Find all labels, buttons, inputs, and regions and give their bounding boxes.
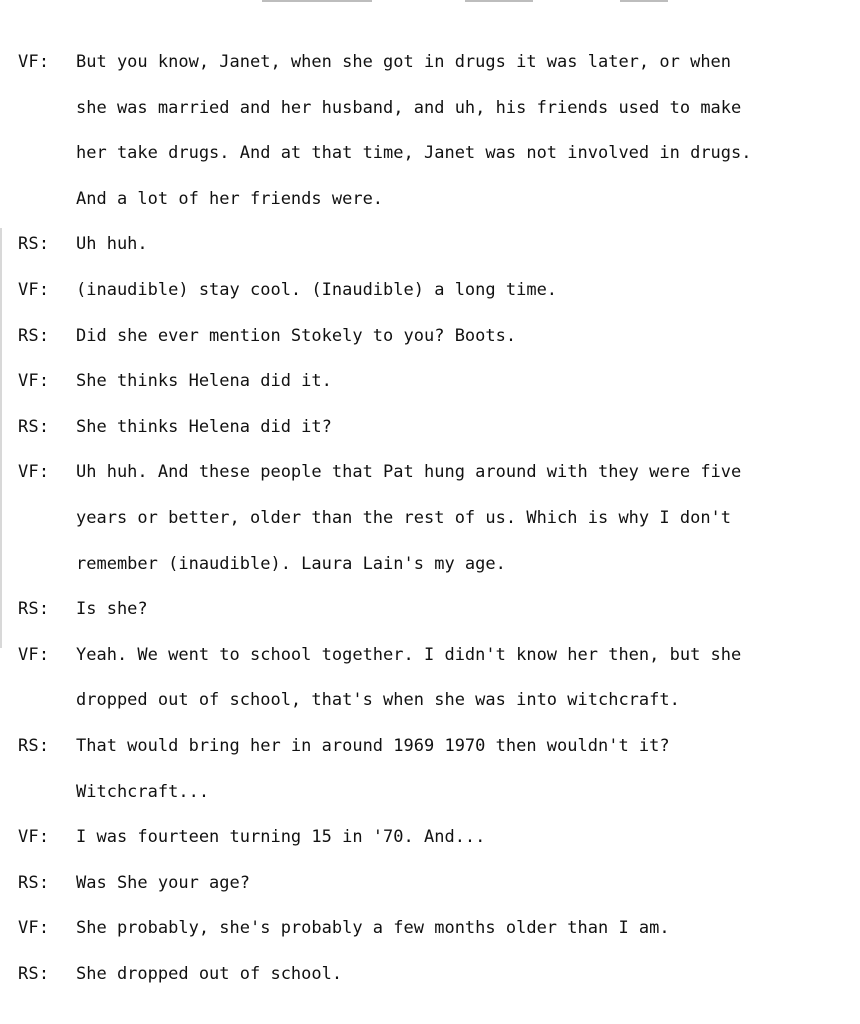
utterance: [76, 268, 848, 314]
speaker-label: VF:: [18, 827, 50, 848]
dialogue-turn: [18, 724, 848, 815]
dialogue-turn: [18, 861, 848, 907]
top-rule: [620, 0, 668, 2]
utterance: [76, 815, 848, 861]
utterance: [76, 861, 848, 907]
speaker-label: RS:: [18, 963, 50, 984]
utterance: [76, 906, 848, 952]
utterance-line: That would bring her in around 1969 1970 then wouldn't it?: [76, 735, 670, 756]
dialogue-turn: [18, 222, 848, 268]
utterance-line: years or better, older than the rest of us. Which is why I don't: [76, 507, 732, 528]
dialogue-turn: [18, 952, 848, 998]
utterance-line: I was fourteen turning 15 in '70. And...: [76, 827, 486, 848]
utterance-line: Uh huh.: [76, 234, 148, 255]
dialogue-turn: [18, 314, 848, 360]
speaker-label: RS:: [18, 872, 50, 893]
dialogue-turn: [18, 906, 848, 952]
dialogue-turn: [18, 815, 848, 861]
utterance-line: she was married and her husband, and uh, his friends used to make: [76, 97, 742, 118]
speaker-label: RS:: [18, 416, 50, 437]
utterance-line: Is she?: [76, 599, 148, 620]
utterance-line: Yeah. We went to school together. I didn't know her then, but she: [76, 644, 742, 665]
utterance-line: She thinks Helena did it.: [76, 371, 332, 392]
dialogue-turn: [18, 633, 848, 724]
speaker-label: RS:: [18, 599, 50, 620]
margin-mark: [0, 228, 2, 648]
utterance: [76, 450, 848, 587]
utterance-line: Was She your age?: [76, 872, 250, 893]
utterance: [76, 724, 848, 815]
speaker-label: RS:: [18, 735, 50, 756]
speaker-label: VF:: [18, 644, 50, 665]
dialogue-turn: [18, 359, 848, 405]
utterance-line: Did she ever mention Stokely to you? Boots.: [76, 325, 517, 346]
utterance: [76, 587, 848, 633]
top-rule: [465, 0, 533, 2]
dialogue-turn: [18, 40, 848, 222]
speaker-label: VF:: [18, 279, 50, 300]
utterance: [76, 405, 848, 451]
utterance-line: She probably, she's probably a few months older than I am.: [76, 918, 670, 939]
utterance: [76, 633, 848, 724]
utterance-line: her take drugs. And at that time, Janet was not involved in drugs.: [76, 143, 752, 164]
transcript-body: [18, 40, 848, 997]
top-rule: [262, 0, 372, 2]
utterance: [76, 314, 848, 360]
utterance-line: (inaudible) stay cool. (Inaudible) a long time.: [76, 279, 558, 300]
speaker-label: VF:: [18, 918, 50, 939]
speaker-label: RS:: [18, 325, 50, 346]
utterance-line: And a lot of her friends were.: [76, 188, 384, 209]
utterance-line: Uh huh. And these people that Pat hung around with they were five: [76, 462, 742, 483]
speaker-label: RS:: [18, 234, 50, 255]
utterance: [76, 40, 848, 222]
utterance-line: She dropped out of school.: [76, 963, 343, 984]
speaker-label: VF:: [18, 52, 50, 72]
speaker-label: VF:: [18, 371, 50, 392]
utterance: [76, 359, 848, 405]
dialogue-turn: [18, 405, 848, 451]
dialogue-turn: [18, 268, 848, 314]
dialogue-turn: [18, 450, 848, 587]
dialogue-turn: [18, 587, 848, 633]
speaker-label: VF:: [18, 462, 50, 483]
utterance-line: remember (inaudible). Laura Lain's my age.: [76, 553, 506, 574]
utterance: [76, 222, 848, 268]
utterance: [76, 952, 848, 998]
utterance-line: Witchcraft...: [76, 781, 210, 802]
utterance-line: She thinks Helena did it?: [76, 416, 332, 437]
utterance-line: But you know, Janet, when she got in drugs it was later, or when: [76, 52, 732, 72]
utterance-line: dropped out of school, that's when she was into witchcraft.: [76, 690, 680, 711]
